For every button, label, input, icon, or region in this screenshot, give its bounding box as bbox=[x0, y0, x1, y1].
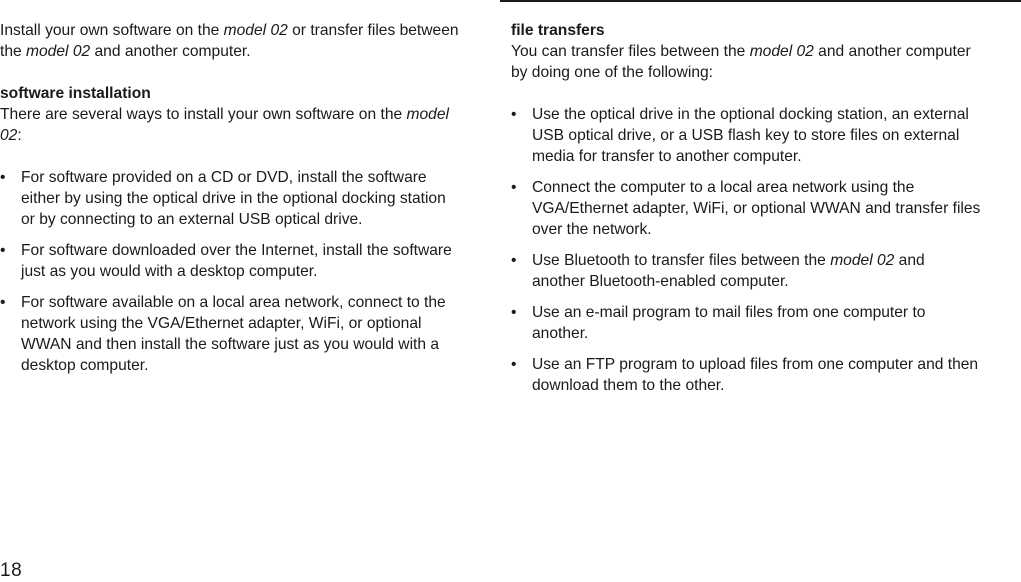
bullet-icon: • bbox=[0, 169, 6, 186]
list-item bbox=[511, 250, 981, 292]
product-name: model 02 bbox=[830, 252, 895, 269]
list-item-text: For software available on a local area network, connect to the network using the VGA/Ethernet adapter, WiFi, or optional WWAN and then install the software just as you would with a desktop computer. bbox=[21, 294, 446, 374]
section-intro-text: There are several ways to install your own software on the bbox=[0, 106, 407, 123]
software-installation-list bbox=[0, 167, 462, 376]
list-item bbox=[511, 302, 981, 344]
list-item-text: Use an FTP program to upload files from one computer and then download them to the other. bbox=[532, 356, 979, 394]
intro-text: Install your own software on the bbox=[0, 22, 224, 39]
product-name: model 02 bbox=[749, 43, 814, 60]
section-intro bbox=[511, 41, 981, 83]
product-name: model 02 bbox=[26, 43, 91, 60]
list-item bbox=[511, 354, 981, 396]
bullet-icon: • bbox=[511, 304, 517, 321]
bullet-icon: • bbox=[0, 294, 6, 311]
list-item bbox=[0, 240, 462, 282]
page-number: 18 bbox=[0, 560, 23, 581]
list-item bbox=[511, 104, 981, 167]
list-item-text: For software provided on a CD or DVD, install the software either by using the optical drive in the optional docking station or by connecting to an external USB optical drive. bbox=[21, 169, 446, 228]
section-intro-text: : bbox=[17, 127, 22, 144]
section-heading-file-transfers: file transfers bbox=[511, 22, 605, 39]
bullet-icon: • bbox=[0, 242, 6, 259]
intro-paragraph bbox=[0, 20, 462, 62]
section-intro bbox=[0, 104, 462, 146]
list-item-text: For software downloaded over the Internet, install the software just as you would with a desktop computer. bbox=[21, 242, 452, 280]
section-heading-software-installation: software installation bbox=[0, 85, 151, 102]
list-item bbox=[511, 177, 981, 240]
file-transfers-list bbox=[511, 104, 981, 396]
right-column bbox=[511, 20, 981, 406]
list-item bbox=[0, 292, 462, 376]
list-item-text: Use an e-mail program to mail files from one computer to another. bbox=[532, 304, 926, 342]
section-intro-text: and another computer by doing one of the following: bbox=[511, 43, 971, 81]
bullet-icon: • bbox=[511, 106, 517, 123]
list-item-text: Use Bluetooth to transfer files between the bbox=[532, 252, 831, 269]
top-rule bbox=[500, 0, 1021, 2]
left-column bbox=[0, 20, 462, 386]
product-name: model 02 bbox=[0, 106, 449, 144]
list-item-text: and another Bluetooth-enabled computer. bbox=[532, 252, 925, 290]
bullet-icon: • bbox=[511, 252, 517, 269]
bullet-icon: • bbox=[511, 356, 517, 373]
section-intro-text: You can transfer files between the bbox=[511, 43, 750, 60]
list-item bbox=[0, 167, 462, 230]
intro-text: or transfer files between the bbox=[0, 22, 459, 60]
bullet-icon: • bbox=[511, 179, 517, 196]
list-item-text: Connect the computer to a local area network using the VGA/Ethernet adapter, WiFi, or optional WWAN and transfer files over the network. bbox=[532, 179, 981, 238]
list-item-text: Use the optical drive in the optional docking station, an external USB optical drive, or a USB flash key to store files on external media for transfer to another computer. bbox=[532, 106, 969, 165]
product-name: model 02 bbox=[223, 22, 288, 39]
intro-text: and another computer. bbox=[90, 43, 251, 60]
